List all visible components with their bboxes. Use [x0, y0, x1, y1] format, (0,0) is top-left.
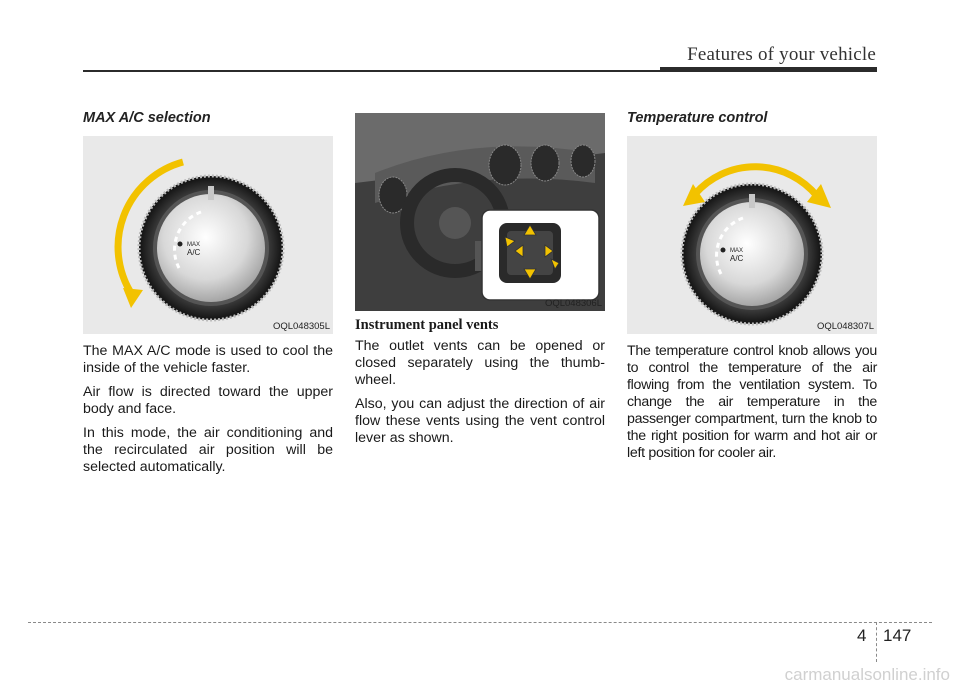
section-heading-max-ac: MAX A/C selection	[83, 110, 211, 126]
figure-max-ac-knob	[83, 136, 333, 334]
figure-code: OQL048307L	[816, 321, 874, 332]
knob-label-max: MAX	[730, 248, 744, 254]
column-max-ac	[83, 108, 333, 483]
figure-code: OQL048305L	[272, 321, 330, 332]
section-heading-temperature: Temperature control	[627, 110, 768, 126]
figure-temperature-knob	[627, 136, 877, 334]
knob-label-ac: A/C	[730, 254, 744, 263]
subheading-instrument-vents: Instrument panel vents	[355, 317, 499, 333]
figure-instrument-panel	[355, 113, 605, 311]
knob-label-max: MAX	[187, 242, 201, 248]
paragraph: The outlet vents can be opened or closed separately using the thumb-wheel.	[355, 338, 605, 388]
knob-label-ac: A/C	[187, 248, 201, 257]
paragraph: Also, you can adjust the direction of air flow these vents using the vent control lever as shown.	[355, 396, 605, 446]
column-temperature	[627, 108, 877, 469]
column-instrument-vents	[355, 113, 605, 454]
paragraph: Air flow is directed toward the upper body and face.	[83, 384, 333, 417]
knob-illustration	[83, 136, 333, 334]
paragraph: In this mode, the air conditioning and the recirculated air position will be selected automatically.	[83, 425, 333, 475]
footer-rule	[28, 622, 932, 623]
header-title: Features of your vehicle	[687, 44, 876, 65]
chapter-number: 4	[857, 626, 867, 645]
dashboard-illustration	[355, 113, 605, 311]
footer-divider	[876, 622, 877, 662]
header-rule-accent	[660, 67, 877, 72]
paragraph: The temperature control knob allows you to control the temperature of the air flowing from the ventilation system. To change the air temperature in the passenger compartment, turn the knob to the right position for warm and hot air or left position for cooler air.	[627, 343, 877, 461]
watermark: carmanualsonline.info	[784, 665, 950, 684]
paragraph: The MAX A/C mode is used to cool the inside of the vehicle faster.	[83, 343, 333, 376]
figure-code: OQL048306L	[544, 298, 602, 309]
page-number: 147	[883, 626, 912, 645]
knob-illustration	[627, 136, 877, 334]
